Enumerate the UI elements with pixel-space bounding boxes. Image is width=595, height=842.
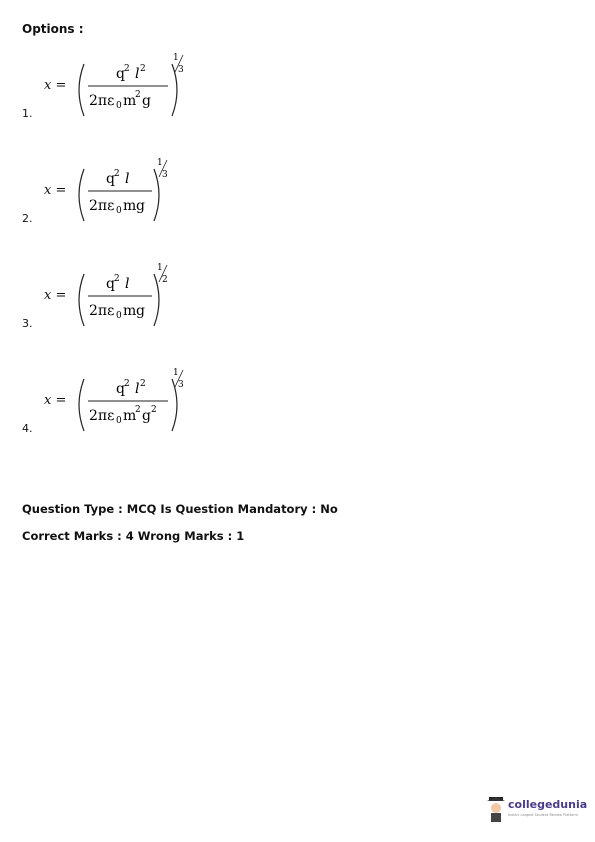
option-2: [0, 155, 300, 245]
formula-graphic: [72, 50, 192, 130]
formula-4: [72, 365, 192, 449]
option-4: [0, 365, 300, 455]
option-3: [0, 260, 300, 350]
option-1: [0, 50, 300, 140]
power-num: 1: [157, 263, 163, 273]
option-number: 3.: [22, 317, 33, 330]
formula-3: [72, 260, 192, 344]
formula-graphic: [72, 365, 192, 445]
num-l: l: [135, 381, 140, 397]
den-m: m: [123, 93, 137, 109]
den-main: 2πε: [89, 198, 115, 214]
options-heading: Options :: [22, 22, 84, 36]
power-den: 2: [162, 275, 168, 285]
den-g: g: [142, 93, 151, 109]
num-l: l: [125, 276, 130, 292]
power-den: 3: [178, 65, 184, 75]
den-main: 2πε: [89, 93, 115, 109]
den-m: m: [123, 198, 137, 214]
option-number: 2.: [22, 212, 33, 225]
option-number: 4.: [22, 422, 33, 435]
power-num: 1: [173, 53, 179, 63]
formula-graphic: [72, 155, 192, 235]
den-g: g: [136, 198, 145, 214]
power-den: 3: [162, 170, 168, 180]
den-g: g: [142, 408, 151, 424]
formula-2: [72, 155, 192, 239]
den-m: m: [123, 303, 137, 319]
num-base-exp: 2: [124, 64, 130, 74]
num-base: q: [106, 276, 115, 292]
den-sub: 0: [116, 416, 122, 426]
den-sub: 0: [116, 311, 122, 321]
formula-lhs: x =: [44, 183, 67, 198]
den-main: 2πε: [89, 303, 115, 319]
power-num: 1: [173, 368, 179, 378]
den-m: m: [123, 408, 137, 424]
num-l: l: [125, 171, 130, 187]
den-g-exp: 2: [151, 405, 157, 415]
formula-1: [72, 50, 192, 134]
formula-lhs: x =: [44, 78, 67, 93]
logo-name: collegedunia: [508, 798, 588, 811]
num-base: q: [106, 171, 115, 187]
num-base-exp: 2: [124, 379, 130, 389]
den-g: g: [136, 303, 145, 319]
marks-line: Correct Marks : 4 Wrong Marks : 1: [22, 529, 245, 543]
num-base: q: [116, 66, 125, 82]
power-den: 3: [178, 380, 184, 390]
question-type-line: Question Type : MCQ Is Question Mandatory : No: [22, 502, 338, 516]
den-main: 2πε: [89, 408, 115, 424]
num-base-exp: 2: [114, 169, 120, 179]
option-number: 1.: [22, 107, 33, 120]
den-m-exp: 2: [135, 90, 141, 100]
num-base-exp: 2: [114, 274, 120, 284]
num-base: q: [116, 381, 125, 397]
collegedunia-logo: [486, 794, 586, 828]
formula-lhs: x =: [44, 288, 67, 303]
den-sub: 0: [116, 206, 122, 216]
logo-tagline: India's Largest Student Review Platform: [508, 813, 578, 817]
num-l-exp: 2: [140, 64, 146, 74]
den-m-exp: 2: [135, 405, 141, 415]
formula-graphic: [72, 260, 192, 340]
num-l: l: [135, 66, 140, 82]
formula-lhs: x =: [44, 393, 67, 408]
power-num: 1: [157, 158, 163, 168]
mascot-icon: [486, 794, 506, 824]
den-sub: 0: [116, 101, 122, 111]
num-l-exp: 2: [140, 379, 146, 389]
